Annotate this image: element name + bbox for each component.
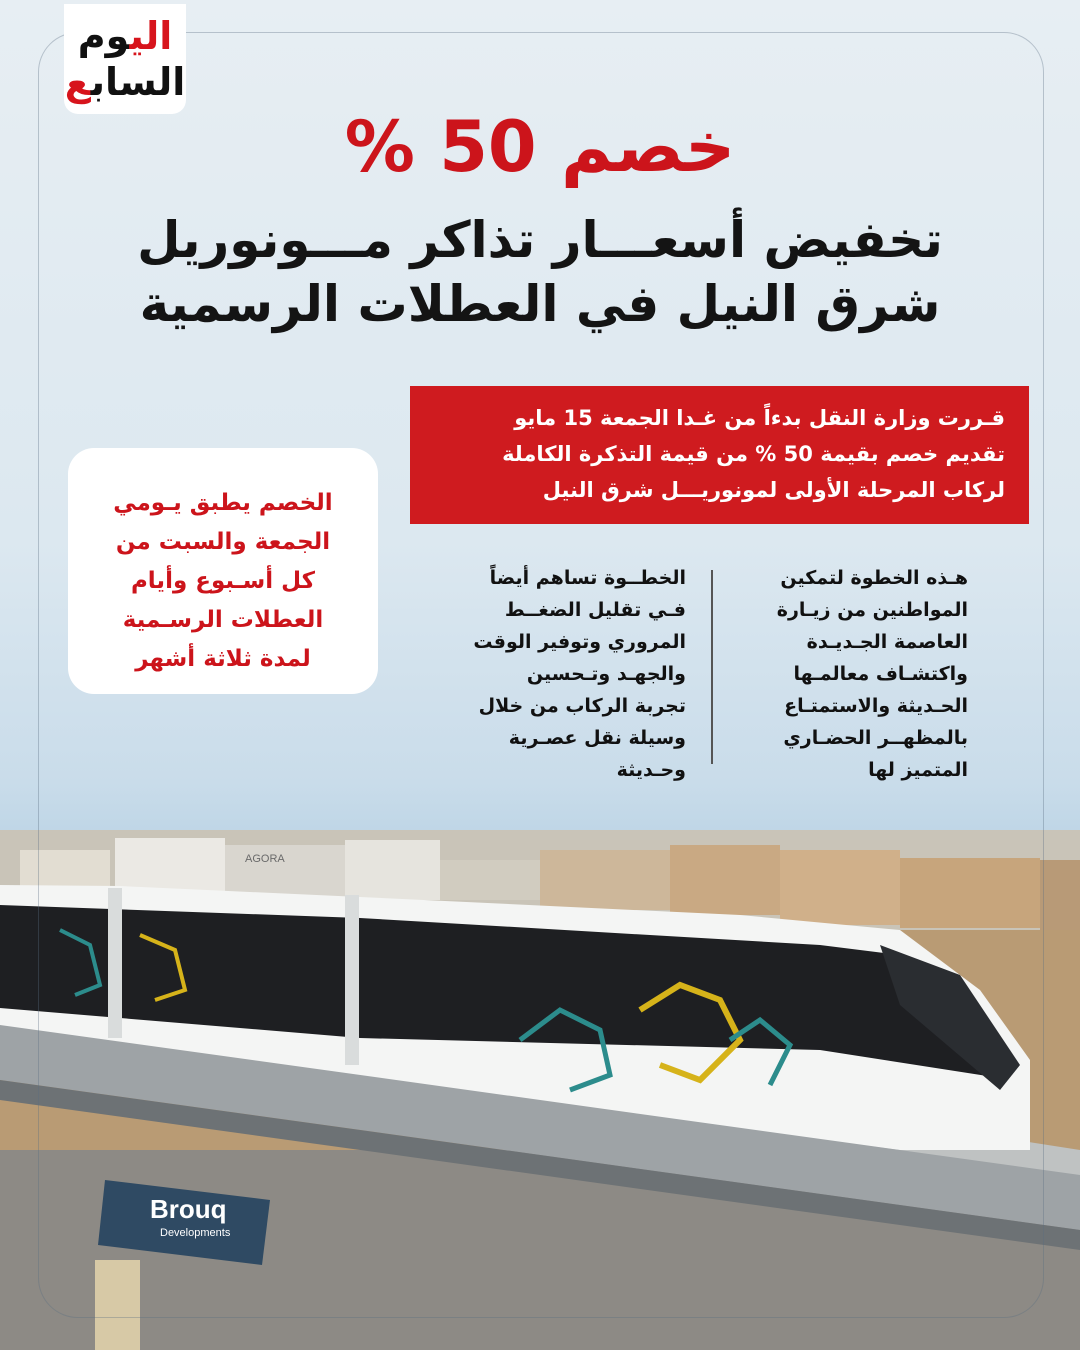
benefit-line: بالمظهــر الحضـاري: [783, 727, 968, 749]
benefit-column-left: [450, 562, 686, 786]
benefit-line: والجهـد وتـحسين: [526, 663, 686, 685]
discount-card-line: كل أسـبوع وأيام: [130, 568, 316, 594]
billboard-sub: Developments: [160, 1227, 231, 1239]
logo-line-2: السابع: [64, 60, 186, 104]
announcement-line: تقديم خصم بقيمة 50 % من قيمة التذكرة الكاملة: [502, 442, 1005, 466]
benefit-line: المتميز لها: [868, 759, 968, 781]
benefit-column-right: [732, 562, 968, 786]
announcement-line: لركاب المرحلة الأولى لمونوريـــل شرق النيل: [542, 478, 1005, 502]
discount-card-line: الجمعة والسبت من: [115, 529, 331, 555]
benefit-line: هـذه الخطوة لتمكين: [780, 567, 968, 589]
headline-title: [120, 208, 960, 336]
headline-title-line-1: تخفيض أسعـــار تذاكر مـــونوريل: [137, 211, 943, 269]
benefit-line: الخطــوة تساهم أيضاً: [489, 567, 686, 589]
benefit-line: الحـديثة والاستمتـاع: [784, 695, 968, 717]
discount-card-line: العطلات الرسـمية: [122, 607, 324, 633]
benefit-line: تجربة الركاب من خلال: [478, 695, 686, 717]
column-divider: [711, 570, 713, 764]
headline-kicker: خصم 50 %: [344, 106, 736, 188]
announcement-line: قـررت وزارة النقل بدءاً من غـدا الجمعة 15 مايو: [514, 406, 1005, 430]
benefit-line: العاصمة الجـديـدة: [806, 631, 968, 653]
discount-card-line: لمدة ثلاثة أشهر: [135, 646, 311, 672]
benefit-line: وحـديثة: [616, 759, 686, 781]
announcement-box: [410, 386, 1029, 524]
benefit-line: وسيلة نقل عصـرية: [508, 727, 686, 749]
benefit-line: فـي تقليل الضغــط: [504, 599, 686, 621]
billboard-brand: Brouq: [150, 1194, 227, 1224]
logo-line-1: اليوم: [77, 14, 173, 58]
benefit-line: المروري وتوفير الوقت: [473, 631, 686, 653]
discount-card: [68, 448, 378, 694]
discount-card-line: الخصم يطبق يـومي: [113, 490, 333, 516]
headline-title-line-2: شرق النيل في العطلات الرسمية: [139, 275, 941, 333]
brand-logo: [64, 4, 186, 114]
building-sign: AGORA: [245, 853, 285, 865]
benefit-line: واكتشـاف معالمـها: [793, 663, 968, 685]
benefit-line: المواطنين من زيـارة: [776, 599, 968, 621]
